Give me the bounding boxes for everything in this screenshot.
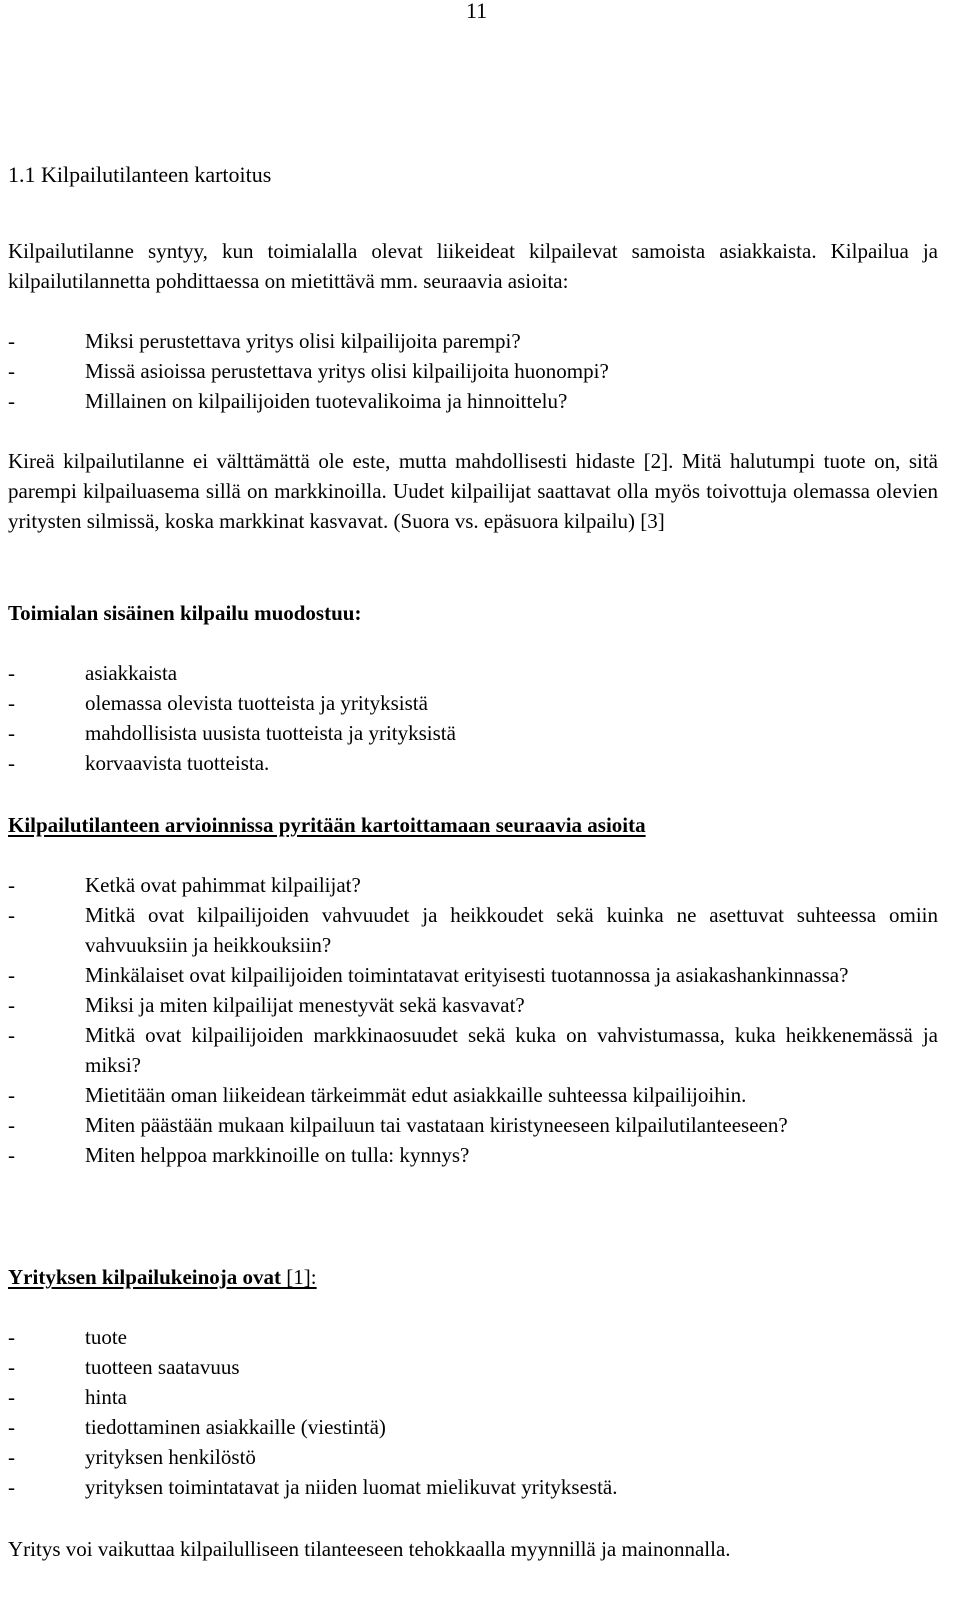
closing-paragraph: Yritys voi vaikuttaa kilpailulliseen tilanteeseen tehokkaalla myynnillä ja mainonnalla. — [8, 1537, 731, 1561]
means-heading-reference: [1]: — [281, 1265, 317, 1289]
internal-competition-heading: Toimialan sisäinen kilpailu muodostuu: — [8, 601, 362, 625]
list-item: - olemassa olevista tuotteista ja yrityksistä — [8, 688, 938, 718]
list-item: - Mietitään oman liikeidean tärkeimmät edut asiakkaille suhteessa kilpailijoihin. — [8, 1080, 938, 1110]
list-item: - Missä asioissa perustettava yritys olisi kilpailijoita huonompi? — [8, 356, 938, 386]
assessment-list — [8, 870, 938, 1170]
list-item: - Millainen on kilpailijoiden tuotevalikoima ja hinnoittelu? — [8, 386, 938, 416]
assessment-heading: Kilpailutilanteen arvioinnissa pyritään kartoittamaan seuraavia asioita — [8, 813, 646, 837]
list-item: - yrityksen henkilöstö — [8, 1442, 938, 1472]
intro-block — [8, 236, 938, 296]
list-item: - Mitkä ovat kilpailijoiden markkinaosuudet sekä kuka on vahvistumassa, kuka heikkenemässä ja miksi? — [8, 1020, 938, 1080]
list-item: - asiakkaista — [8, 658, 938, 688]
list-item: - Minkälaiset ovat kilpailijoiden toimintatavat erityisesti tuotannossa ja asiakashankinnassa? — [8, 960, 938, 990]
competition-paragraph: Kireä kilpailutilanne ei välttämättä ole este, mutta mahdollisesti hidaste [2]. Mitä halutumpi tuote on, sitä parempi kilpailuasema sillä on markkinoilla. Uudet kilpailijat saattavat olla myös toivottuja olemassa olevien yritysten silmissä, koska markkinat kasvavat. (Suora vs. epäsuora kilpailu) [3] — [8, 449, 938, 533]
means-heading-text: Yrityksen kilpailukeinoja ovat — [8, 1265, 282, 1289]
list-item: - Ketkä ovat pahimmat kilpailijat? — [8, 870, 938, 900]
list-item: - Miten päästään mukaan kilpailuun tai vastataan kiristyneeseen kilpailutilanteeseen? — [8, 1110, 938, 1140]
intro-questions-list — [8, 326, 938, 416]
list-item: - mahdollisista uusista tuotteista ja yrityksistä — [8, 718, 938, 748]
means-list — [8, 1322, 938, 1502]
list-item: - yrityksen toimintatavat ja niiden luomat mielikuvat yrityksestä. — [8, 1472, 938, 1502]
competition-block — [8, 446, 938, 536]
list-item: - Miten helppoa markkinoille on tulla: kynnys? — [8, 1140, 938, 1170]
list-item: - tuotteen saatavuus — [8, 1352, 938, 1382]
list-item: - Mitkä ovat kilpailijoiden vahvuudet ja heikkoudet sekä kuinka ne asettuvat suhteessa omiin vahvuuksiin ja heikkouksiin? — [8, 900, 938, 960]
list-item: - tuote — [8, 1322, 938, 1352]
section-title: 1.1 Kilpailutilanteen kartoitus — [8, 162, 272, 187]
means-heading — [8, 1262, 938, 1292]
list-item: - Miksi ja miten kilpailijat menestyvät sekä kasvavat? — [8, 990, 938, 1020]
closing-block — [8, 1534, 938, 1564]
list-item: - korvaavista tuotteista. — [8, 748, 938, 778]
page-number: 11 — [466, 0, 488, 23]
list-item: - hinta — [8, 1382, 938, 1412]
intro-paragraph: Kilpailutilanne syntyy, kun toimialalla olevat liikeideat kilpailevat samoista asiakkaista. Kilpailua ja kilpailutilannetta pohdittaessa on mietittävä mm. seuraavia asioita: — [8, 239, 938, 293]
internal-competition-list — [8, 658, 938, 778]
list-item: - Miksi perustettava yritys olisi kilpailijoita parempi? — [8, 326, 938, 356]
list-item: - tiedottaminen asiakkaille (viestintä) — [8, 1412, 938, 1442]
